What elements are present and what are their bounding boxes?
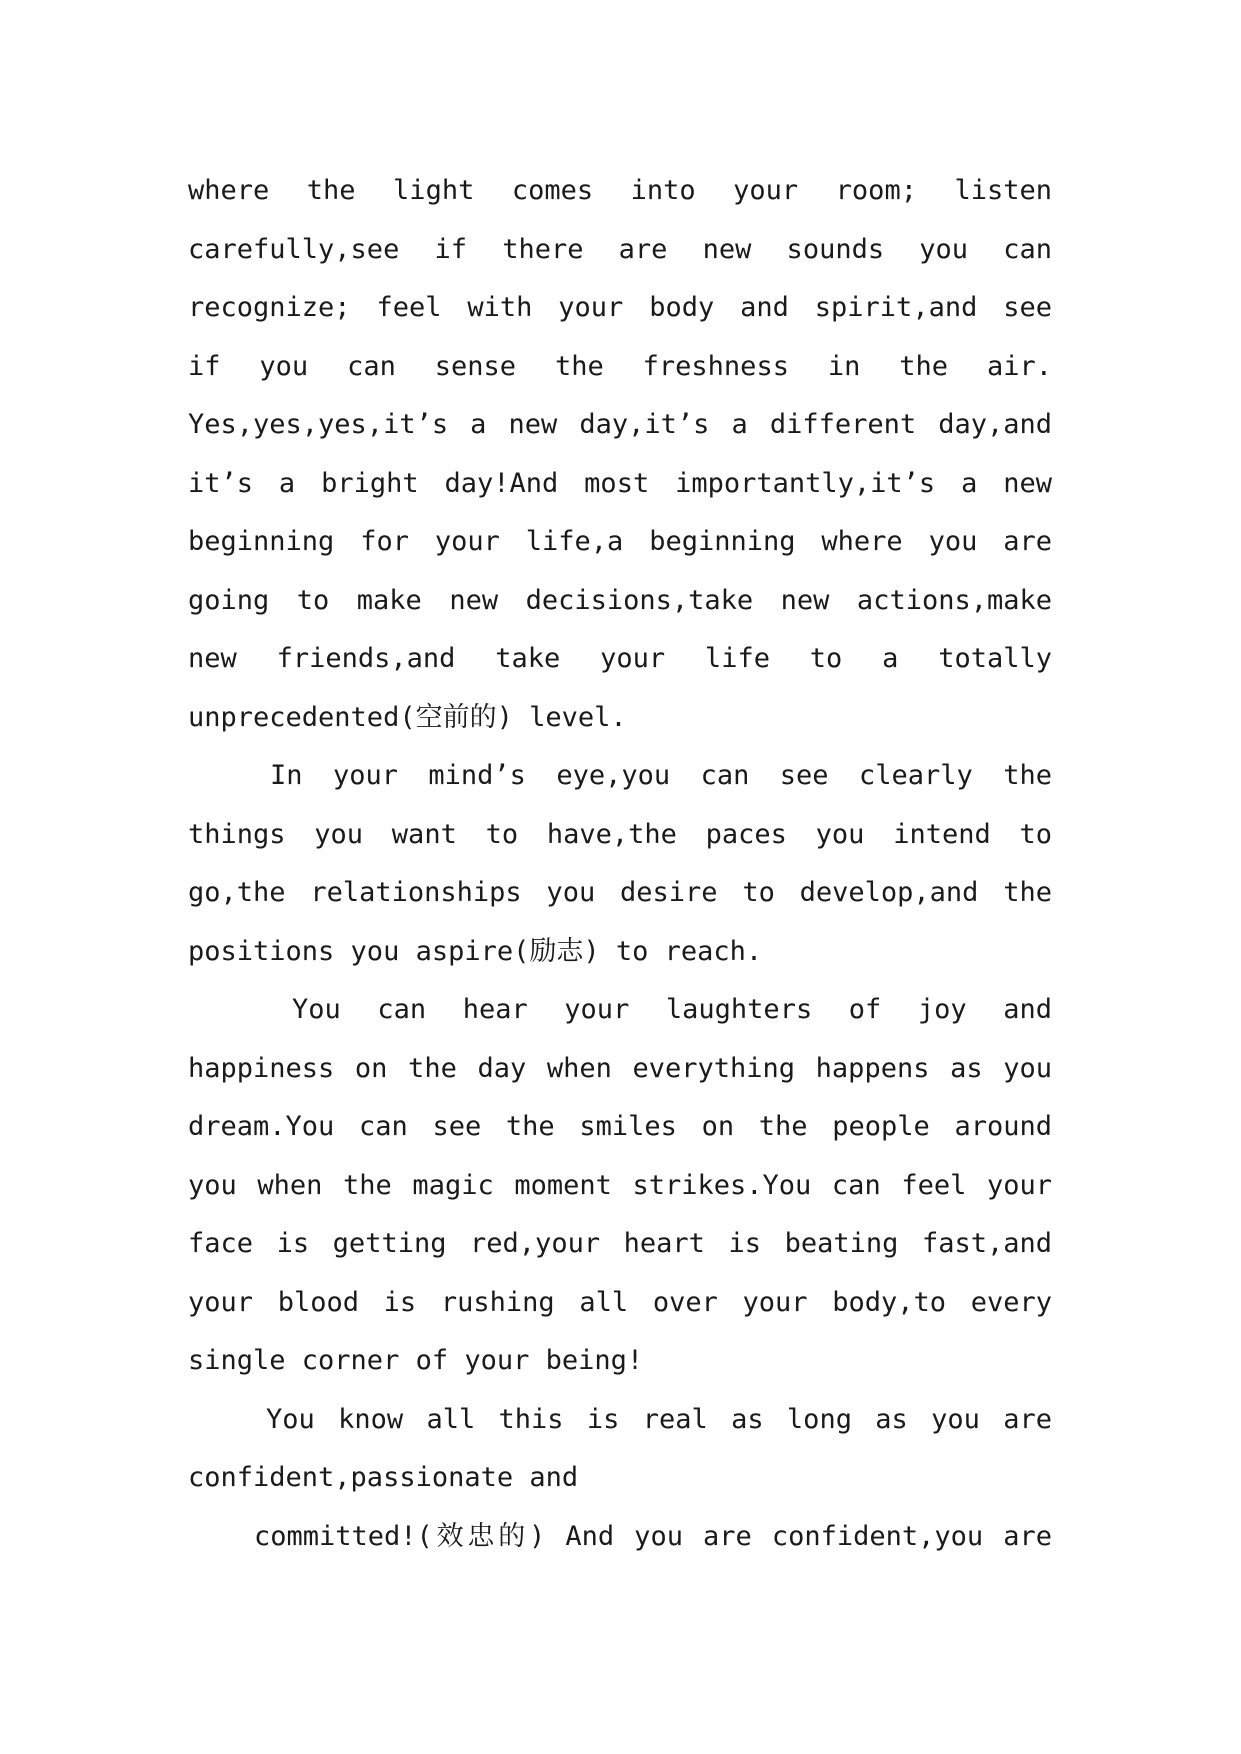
text-line: single corner of your being!	[188, 1345, 644, 1376]
text-line: Yes,yes,yes,it’s a new day,it’s a different day,and	[188, 409, 1052, 440]
text-line: dream.You can see the smiles on the people around	[188, 1111, 1052, 1142]
text-line: going to make new decisions,take new actions,make	[188, 584, 1052, 616]
text-line: happiness on the day when everything happens as you	[188, 1052, 1052, 1084]
text-line: recognize; feel with your body and spirit,and see	[188, 292, 1052, 323]
text-line: positions you aspire(励志) to reach.	[188, 935, 763, 967]
body-text	[188, 162, 1052, 1566]
text-line: You know all this is real as long as you are	[266, 1403, 1052, 1435]
text-line: it’s a bright day!And most importantly,it’s a new	[188, 467, 1052, 499]
text-line: carefully,see if there are new sounds you can	[188, 233, 1052, 265]
text-line: committed!(效忠的) And you are confident,you are	[254, 1520, 1052, 1552]
text-line: you when the magic moment strikes.You can feel your	[188, 1169, 1052, 1201]
text-line: your blood is rushing all over your body,to every	[188, 1286, 1052, 1318]
text-line: face is getting red,your heart is beating fast,and	[188, 1228, 1052, 1259]
text-line: new friends,and take your life to a totally	[188, 643, 1052, 674]
text-line: if you can sense the freshness in the air.	[188, 350, 1052, 382]
text-line: beginning for your life,a beginning where you are	[188, 526, 1052, 557]
text-line: In your mind’s eye,you can see clearly the	[270, 760, 1052, 791]
text-line: things you want to have,the paces you intend to	[188, 818, 1052, 850]
text-line: confident,passionate and	[188, 1462, 579, 1493]
text-line: You can hear your laughters of joy and	[292, 994, 1052, 1025]
text-line: unprecedented(空前的) level.	[188, 701, 627, 733]
text-line: go,the relationships you desire to develop,and the	[188, 877, 1052, 908]
text-line: where the light comes into your room; listen	[188, 175, 1052, 206]
